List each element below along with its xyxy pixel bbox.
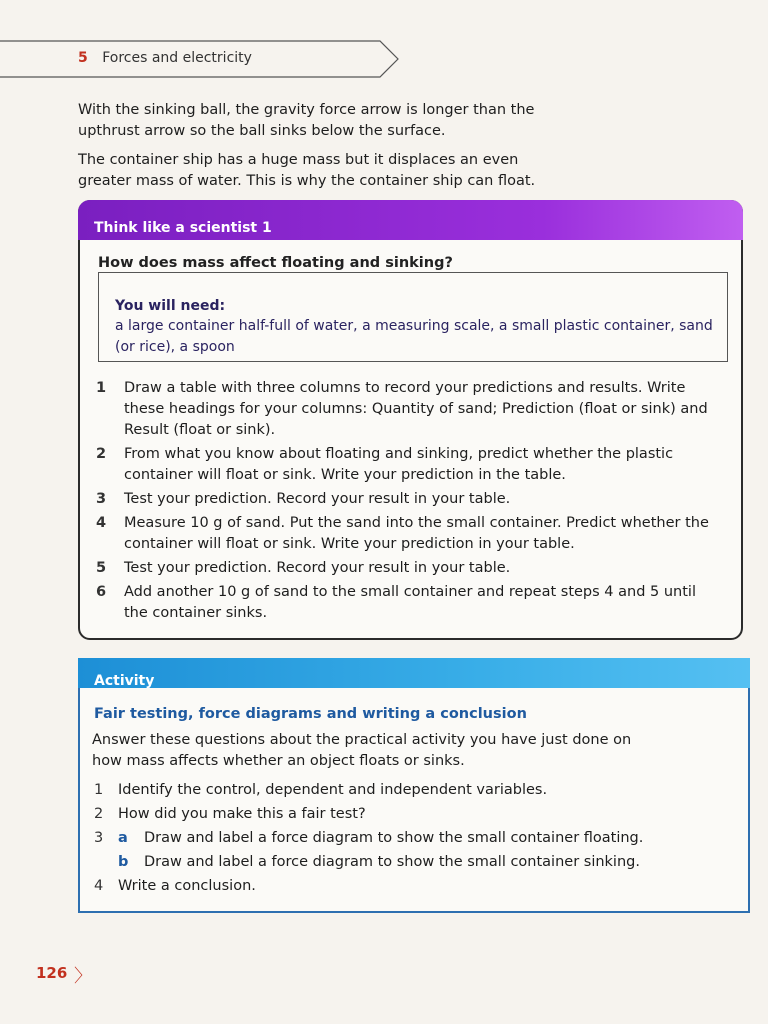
activity-subtitle: Fair testing, force diagrams and writing a conclusion xyxy=(94,706,527,722)
you-will-need-title: You will need: xyxy=(115,298,226,314)
step-item xyxy=(96,378,716,441)
chapter-title: Forces and electricity xyxy=(102,50,252,66)
question-item xyxy=(94,780,714,801)
chapter-number: 5 xyxy=(78,50,88,66)
activity-title: Activity xyxy=(94,673,155,689)
question-text: Write a conclusion. xyxy=(118,878,256,894)
chevron-right-icon: 〉 xyxy=(74,966,92,987)
question-item xyxy=(94,828,714,849)
question-sub-letter: a xyxy=(118,830,128,846)
step-text: From what you know about floating and sinking, predict whether the plastic container will float or sink. Write your prediction in the table. xyxy=(124,446,674,483)
question-item xyxy=(94,804,714,825)
question-text: Draw and label a force diagram to show the small container sinking. xyxy=(144,854,640,870)
question-text: Identify the control, dependent and independent variables. xyxy=(118,782,548,798)
activity-questions xyxy=(94,780,714,900)
think-box-title: Think like a scientist 1 xyxy=(94,220,272,236)
step-number: 6 xyxy=(96,584,107,600)
page-number: 126 xyxy=(36,964,68,982)
question-text: Draw and label a force diagram to show the small container floating. xyxy=(144,830,644,846)
step-text: Test your prediction. Record your result in your table. xyxy=(124,491,511,507)
question-number: 4 xyxy=(94,878,104,894)
question-text: How did you make this a fair test? xyxy=(118,806,366,822)
step-text: Draw a table with three columns to record your predictions and results. Write these headings for your columns: Quantity of sand; Prediction (float or sink) and Result (float or sink). xyxy=(124,380,708,438)
step-number: 2 xyxy=(96,446,107,462)
question-number: 1 xyxy=(94,782,104,798)
question-number: 3 xyxy=(94,830,104,846)
step-item xyxy=(96,489,716,510)
step-number: 5 xyxy=(96,560,107,576)
step-text: Add another 10 g of sand to the small container and repeat steps 4 and 5 until the container sinks. xyxy=(124,584,696,621)
activity-intro: Answer these questions about the practical activity you have just done on how mass affects whether an object floats or sinks. xyxy=(92,732,632,769)
step-number: 3 xyxy=(96,491,107,507)
step-text: Test your prediction. Record your result in your table. xyxy=(124,560,511,576)
question-number: 2 xyxy=(94,806,104,822)
intro-text xyxy=(78,100,558,200)
intro-paragraph-1: With the sinking ball, the gravity force arrow is longer than the upthrust arrow so the ball sinks below the surface. xyxy=(78,102,535,139)
question-sub-letter: b xyxy=(118,854,129,870)
question-item xyxy=(94,876,714,897)
intro-paragraph-2: The container ship has a huge mass but it displaces an even greater mass of water. This is why the container ship can float. xyxy=(78,152,536,189)
you-will-need-text: a large container half-full of water, a measuring scale, a small plastic container, sand (or rice), a spoon xyxy=(115,318,713,355)
think-box-question: How does mass affect floating and sinking? xyxy=(98,255,453,271)
step-item xyxy=(96,582,716,624)
activity-box-header xyxy=(78,658,750,688)
question-item xyxy=(94,852,714,873)
think-box-steps xyxy=(96,378,716,627)
step-item xyxy=(96,444,716,486)
step-number: 4 xyxy=(96,515,107,531)
step-text: Measure 10 g of sand. Put the sand into the small container. Predict whether the container will float or sink. Write your prediction in your table. xyxy=(124,515,709,552)
step-item xyxy=(96,558,716,579)
chapter-header xyxy=(78,50,252,66)
step-item xyxy=(96,513,716,555)
step-number: 1 xyxy=(96,380,107,396)
